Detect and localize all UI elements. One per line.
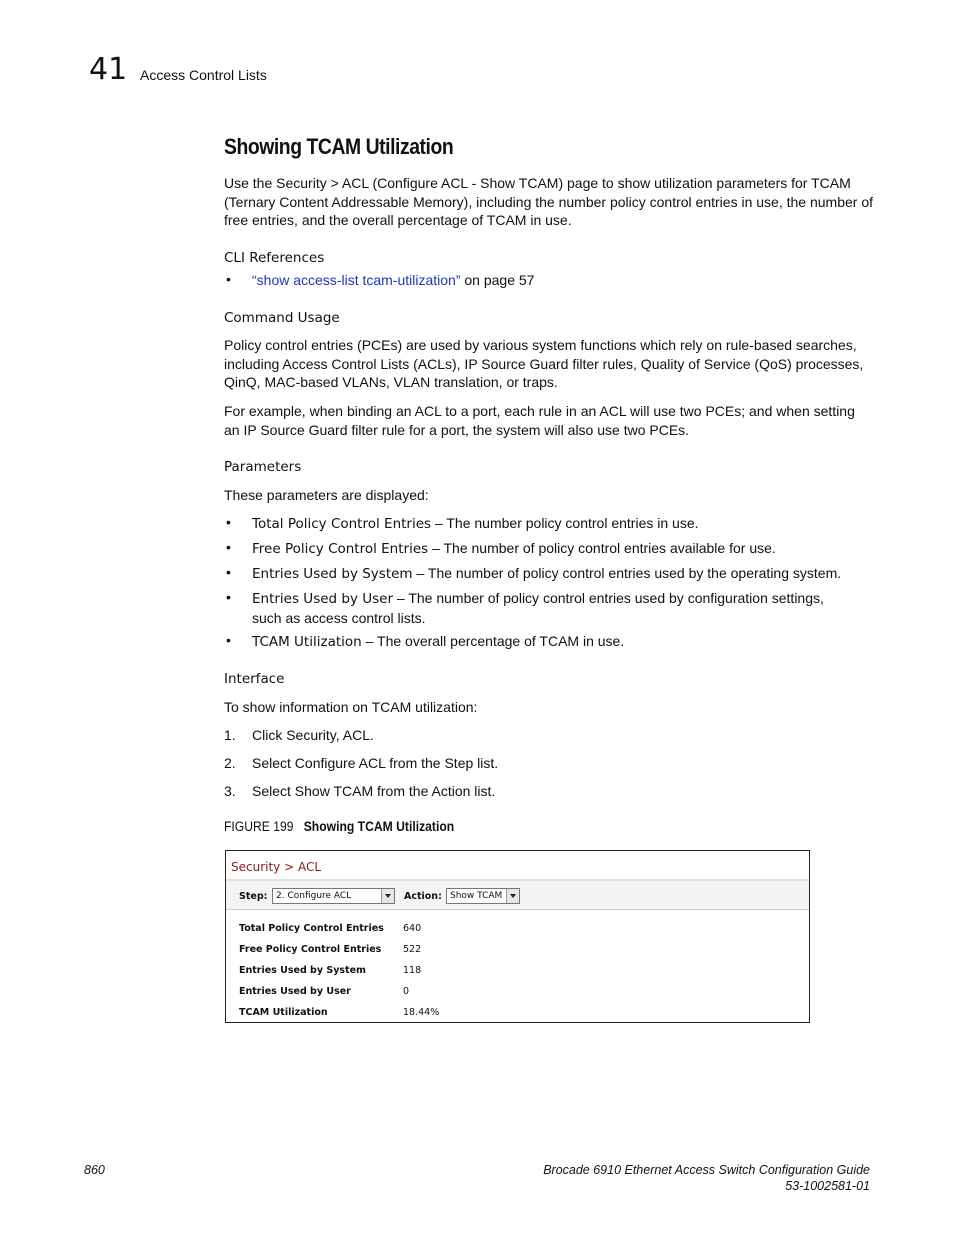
bullet-icon: •: [226, 271, 231, 287]
parameter-item: [252, 539, 872, 559]
step-action-bar: [226, 881, 809, 910]
chapter-title: Access Control Lists: [140, 67, 267, 83]
figure-screenshot: [225, 850, 810, 1023]
bullet-icon: •: [226, 539, 231, 555]
parameter-item: [252, 589, 852, 627]
parameter-term: TCAM Utilization: [252, 634, 362, 650]
row-value: 18.44%: [403, 1007, 440, 1018]
command-usage-para1: Policy control entries (PCEs) are used by various system functions which rely on rule-based searches, including Access Control Lists (ACLs), IP Source Guard filter rules, Quality of Service (QoS) processes, QinQ, MAC-based VLANs, VLAN translation, or traps.: [224, 337, 864, 390]
parameter-item: [252, 514, 872, 534]
row-label: TCAM Utilization: [239, 1007, 328, 1018]
bullet-icon: •: [226, 564, 231, 580]
row-label: Entries Used by User: [239, 986, 351, 997]
row-value: 118: [403, 965, 422, 976]
step-number: 2.: [224, 755, 236, 771]
cli-references-heading: CLI References: [224, 250, 325, 266]
step-number: 3.: [224, 783, 236, 799]
cli-reference-suffix: on page 57: [460, 272, 535, 288]
command-usage-heading: Command Usage: [224, 310, 340, 326]
breadcrumb: Security > ACL: [231, 860, 322, 874]
interface-intro: To show information on TCAM utilization:: [224, 699, 478, 715]
row-label: Total Policy Control Entries: [239, 923, 384, 934]
parameter-desc: – The overall percentage of TCAM in use.: [361, 633, 625, 649]
parameters-intro: These parameters are displayed:: [224, 487, 429, 503]
action-select[interactable]: [446, 888, 520, 904]
row-value: 0: [403, 986, 410, 997]
step-text: Click Security, ACL.: [252, 727, 374, 743]
chevron-down-icon[interactable]: [506, 889, 519, 903]
cli-reference-item: [252, 271, 872, 290]
book-title: Brocade 6910 Ethernet Access Switch Configuration Guide: [543, 1163, 870, 1177]
step-number: 1.: [224, 727, 236, 743]
parameter-desc: – The number policy control entries in use.: [431, 515, 699, 531]
parameter-term: Entries Used by User: [252, 591, 394, 607]
command-usage-para2: For example, when binding an ACL to a port, each rule in an ACL will use two PCEs; and when setting an IP Source Guard filter rule for a port, the system will also use two PCEs.: [224, 403, 855, 438]
row-value: 640: [403, 923, 422, 934]
doc-number: 53-1002581-01: [785, 1179, 870, 1193]
interface-heading: Interface: [224, 671, 285, 687]
step-select-value: 2. Configure ACL: [276, 891, 352, 901]
parameter-term: Free Policy Control Entries: [252, 541, 429, 557]
page-number: 860: [84, 1163, 105, 1177]
parameter-desc: – The number of policy control entries used by configuration settings, such as access control lists.: [252, 590, 824, 626]
chevron-down-icon[interactable]: [381, 889, 394, 903]
section-title: Showing TCAM Utilization: [224, 134, 454, 159]
intro-paragraph: Use the Security > ACL (Configure ACL - Show TCAM) page to show utilization parameters for TCAM (Ternary Content Addressable Memory), including the number policy control entries in use, the number of free entries, and the overall percentage of TCAM in use.: [224, 175, 873, 228]
step-select[interactable]: [272, 888, 395, 904]
parameter-term: Total Policy Control Entries: [252, 516, 432, 532]
row-label: Entries Used by System: [239, 965, 366, 976]
figure-caption: [224, 818, 454, 836]
step-text: Select Show TCAM from the Action list.: [252, 783, 496, 799]
action-label: Action:: [404, 891, 442, 902]
chapter-number: 41: [89, 52, 128, 87]
parameters-heading: Parameters: [224, 459, 302, 475]
parameter-item: [252, 632, 872, 652]
parameter-term: Entries Used by System: [252, 566, 413, 582]
parameter-desc: – The number of policy control entries used by the operating system.: [412, 565, 842, 581]
bullet-icon: •: [226, 589, 231, 605]
cli-reference-link[interactable]: “show access-list tcam-utilization”: [252, 272, 461, 288]
action-select-value: Show TCAM: [450, 891, 503, 901]
row-value: 522: [403, 944, 422, 955]
step-label: Step:: [239, 891, 268, 902]
bullet-icon: •: [226, 514, 231, 530]
row-label: Free Policy Control Entries: [239, 944, 382, 955]
figure-label: FIGURE 199: [224, 819, 294, 834]
step-text: Select Configure ACL from the Step list.: [252, 755, 499, 771]
figure-title: Showing TCAM Utilization: [303, 819, 455, 834]
parameter-item: [252, 564, 872, 584]
bullet-icon: •: [226, 632, 231, 648]
parameter-desc: – The number of policy control entries available for use.: [428, 540, 776, 556]
